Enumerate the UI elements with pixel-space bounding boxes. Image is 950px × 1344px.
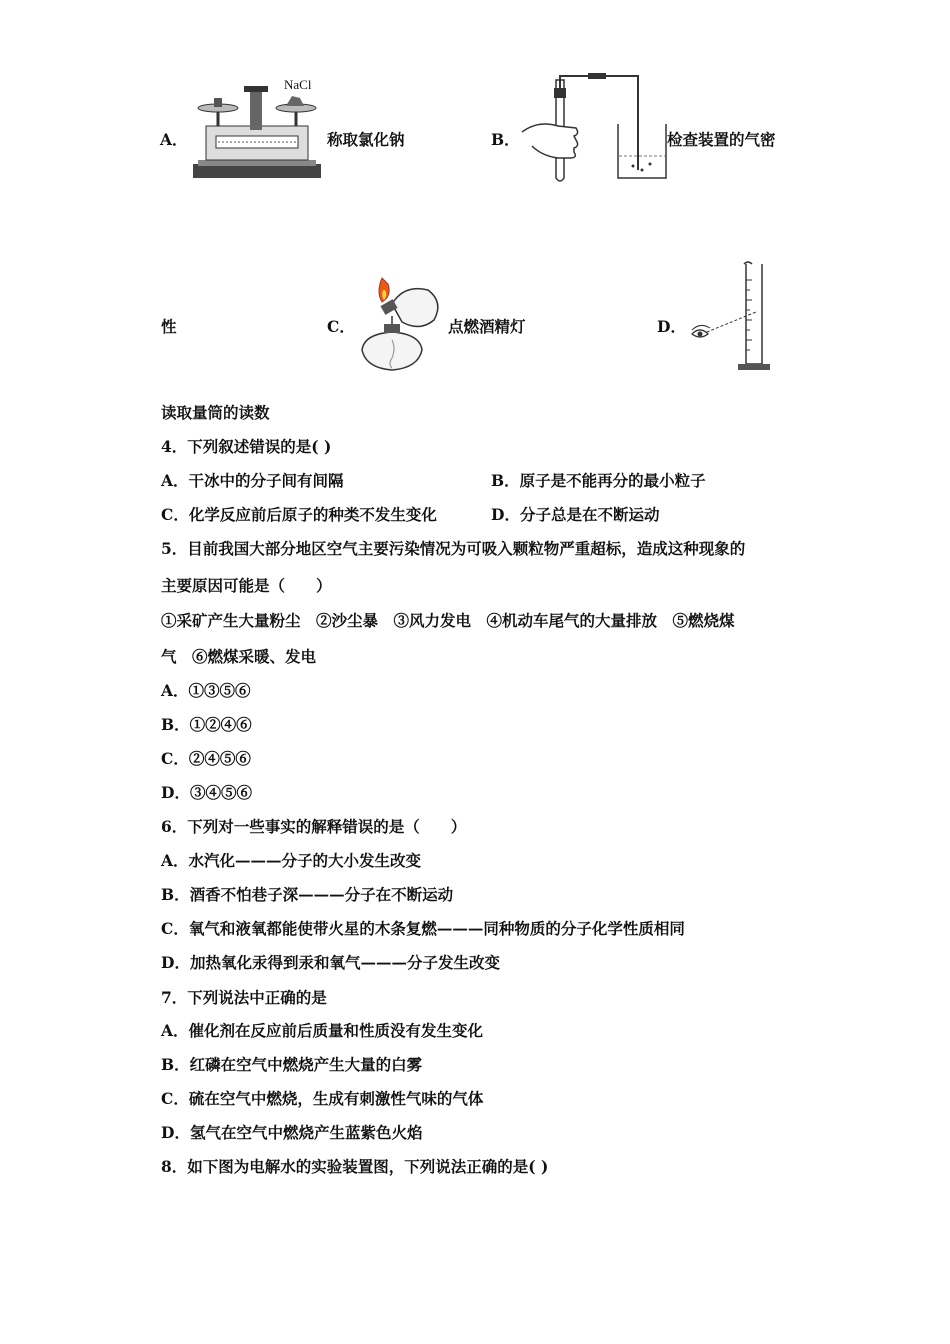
option-c-caption: 点燃酒精灯	[448, 317, 526, 336]
q5-option-a: A．①③⑤⑥	[161, 681, 251, 700]
alcohol-lamp-drawing	[352, 270, 452, 380]
option-b-caption-cont: 性	[161, 317, 177, 336]
airtightness-check-drawing	[518, 70, 668, 185]
q6-option-c: C．氧气和液氧都能使带火星的木条复燃———同种物质的分子化学性质相同	[161, 919, 685, 938]
option-c-letter: C．	[327, 317, 355, 336]
q5-items-line-2: 气 ⑥燃煤采暖、发电	[161, 647, 317, 666]
nacl-label: NaCl	[284, 77, 312, 92]
q8-stem: 8．如下图为电解水的实验装置图，下列说法正确的是( )	[161, 1157, 549, 1176]
option-b-letter: B．	[491, 130, 520, 149]
q7-option-d: D．氢气在空气中燃烧产生蓝紫色火焰	[161, 1123, 423, 1142]
q5-items-line-1: ①采矿产生大量粉尘 ②沙尘暴 ③风力发电 ④机动车尾气的大量排放 ⑤燃烧煤	[161, 611, 735, 630]
q6-option-d: D．加热氧化汞得到汞和氧气———分子发生改变	[161, 953, 500, 972]
q6-stem: 6．下列对一些事实的解释错误的是（ ）	[161, 817, 467, 836]
q4-option-d: D．分子总是在不断运动	[491, 505, 660, 524]
q4-option-a: A．干冰中的分子间有间隔	[161, 471, 344, 490]
q4-option-b: B．原子是不能再分的最小粒子	[491, 471, 706, 490]
option-a-caption: 称取氯化钠	[327, 130, 405, 149]
q5-option-d: D．③④⑤⑥	[161, 783, 252, 802]
option-d-letter: D．	[657, 317, 686, 336]
q4-option-c: C．化学反应前后原子的种类不发生变化	[161, 505, 437, 524]
option-b-caption: 检查装置的气密	[667, 130, 776, 149]
q7-option-a: A．催化剂在反应前后质量和性质没有发生变化	[161, 1021, 484, 1040]
option-d-caption: 读取量筒的读数	[161, 403, 270, 422]
option-a-letter: A．	[160, 130, 188, 149]
q5-stem-line-2: 主要原因可能是（ ）	[161, 576, 332, 595]
q6-option-a: A．水汽化———分子的大小发生改变	[161, 851, 422, 870]
q7-option-c: C．硫在空气中燃烧，生成有刺激性气味的气体	[161, 1089, 484, 1108]
q6-option-b: B．酒香不怕巷子深———分子在不断运动	[161, 885, 454, 904]
q5-option-b: B．①②④⑥	[161, 715, 252, 734]
q7-stem: 7．下列说法中正确的是	[161, 988, 327, 1007]
balance-drawing	[188, 78, 328, 188]
graduated-cylinder-drawing	[688, 260, 788, 378]
q5-stem-line-1: 5．目前我国大部分地区空气主要污染情况为可吸入颗粒物严重超标，造成这种现象的	[161, 539, 746, 558]
q7-option-b: B．红磷在空气中燃烧产生大量的白雾	[161, 1055, 423, 1074]
q4-stem: 4．下列叙述错误的是( )	[161, 437, 332, 456]
q5-option-c: C．②④⑤⑥	[161, 749, 251, 768]
